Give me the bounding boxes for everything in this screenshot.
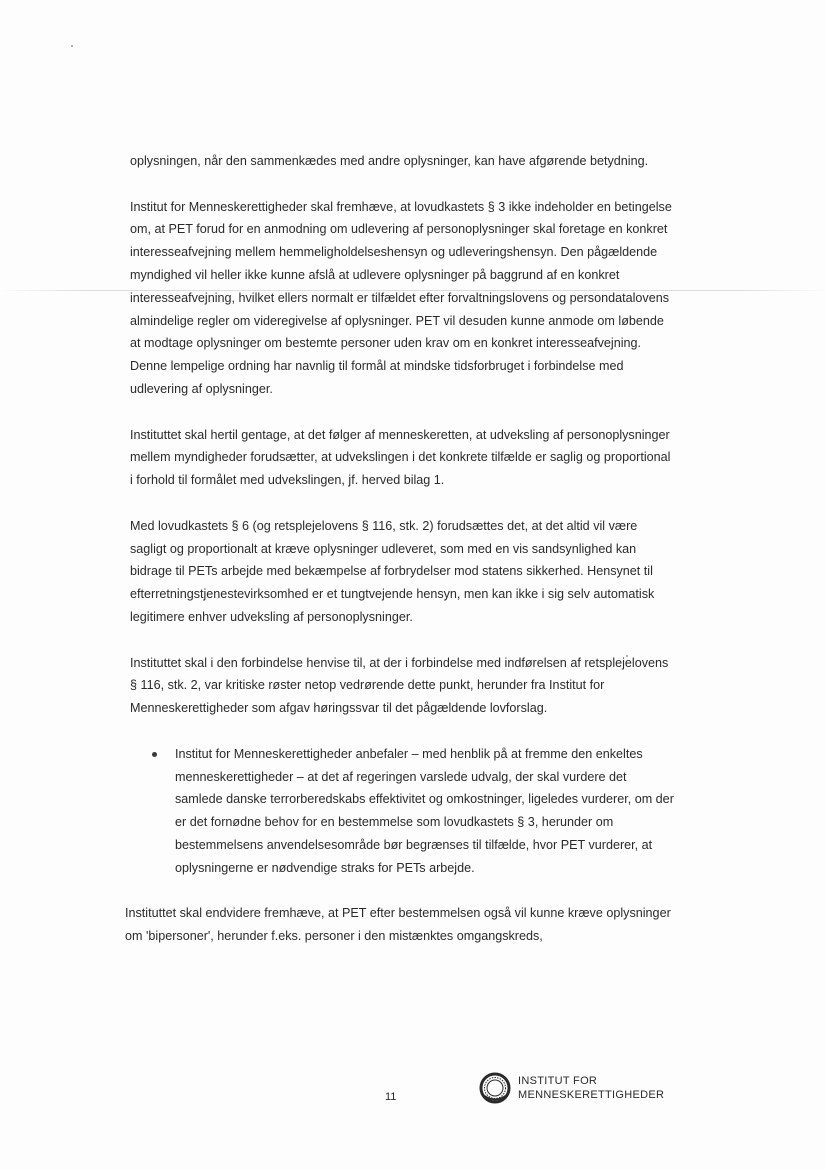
logo-wordmark	[518, 1074, 664, 1102]
institute-ring-logo-icon	[478, 1071, 512, 1105]
recommendation-list	[130, 743, 675, 880]
paragraph: Institut for Menneskerettigheder skal fremhæve, at lovudkastets § 3 ikke indeholder en betingelse om, at PET forud for en anmodning om udlevering af personoplysninger skal foretage en konkret interesseafvejning mellem hemmeligholdelseshensyn og udleveringshensyn. Den pågældende myndighed vil heller ikke kunne afslå at udlevere oplysninger på baggrund af en konkret interesseafvejning, hvilket ellers normalt er tilfældet efter forvaltningslovens og persondatalovens almindelige regler om videregivelse af oplysninger. PET vil desuden kunne anmode om løbende at modtage oplysninger om bestemte personer uden krav om en konkret interesseafvejning. Denne lempelige ordning har navnlig til formål at mindske tidsforbruget i forbindelse med udlevering af oplysninger.	[130, 199, 672, 396]
paragraph: Med lovudkastets § 6 (og retsplejelovens § 116, stk. 2) forudsættes det, at det altid vil være sagligt og proportionalt at kræve oplysninger udleveret, som med en vis sandsynlighed kan bidrage til PETs arbejde med bekæmpelse af forbrydelser mod statens sikkerhed. Hensynet til efterretningstjenestevirksomhed er et tungtvejende hensyn, men kan ikke i sig selv automatisk legitimere enhver udveksling af personoplysninger.	[130, 518, 655, 624]
list-item-text: Institut for Menneskerettigheder anbefaler – med henblik på at fremme den enkeltes menneskerettigheder – at det af regeringen varslede udvalg, der skal vurdere det samlede danske terrorberedskabs effektivitet og omkostninger, ligeledes vurderer, om der er det fornødne behov for en bestemmelse som lovudkastets § 3, herunder om bestemmelsens anvendelsesområde bør begrænses til tilfælde, hvor PET vurderer, at oplysningerne er nødvendige straks for PETs arbejde.	[175, 746, 674, 875]
paragraph: oplysningen, når den sammenkædes med andre oplysninger, kan have afgørende betydning.	[130, 154, 649, 168]
list-item	[175, 743, 675, 880]
paragraph: Instituttet skal hertil gentage, at det følger af menneskeretten, at udveksling af personoplysninger mellem myndigheder forudsætter, at udvekslingen i det konkrete tilfælde er saglig og proportional i forhold til formålet med udvekslingen, jf. herved bilag 1.	[130, 427, 671, 488]
page-number: 11	[385, 1091, 397, 1103]
paragraph: Instituttet skal i den forbindelse henvise til, at der i forbindelse med indførelsen af retsplejelovens § 116, stk. 2, var kritiske røster netop vedrørende dette punkt, herunder fra Institut for Menneskerettigheder som afgav høringssvar til det pågældende lovforslag.	[130, 655, 669, 716]
bullet-icon	[152, 752, 157, 757]
document-body	[125, 150, 675, 971]
logo-line: INSTITUT FOR	[518, 1075, 598, 1087]
paragraph: Instituttet skal endvidere fremhæve, at PET efter bestemmelsen også vil kunne kræve oplysninger om 'bipersoner', herunder f.eks. personer i den mistænktes omgangskreds,	[125, 906, 671, 944]
logo-line: MENNESKERETTIGHEDER	[518, 1089, 665, 1101]
scan-speck	[71, 45, 73, 47]
institute-logo	[478, 1071, 668, 1107]
